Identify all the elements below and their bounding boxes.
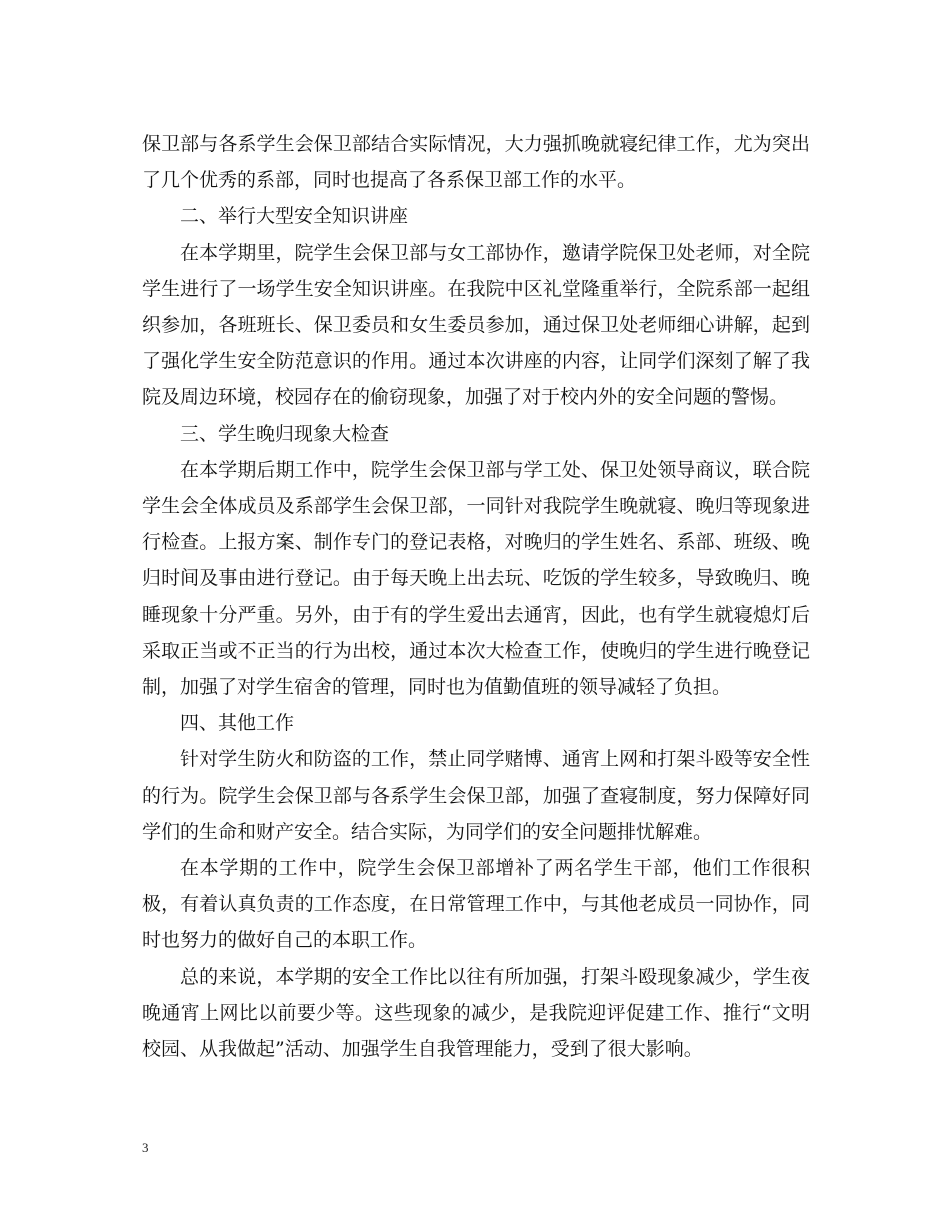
section-heading-lecture: 二、举行大型安全知识讲座 [180, 205, 409, 228]
section-heading-other-work: 四、其他工作 [180, 712, 295, 735]
page-number: 3 [142, 1140, 149, 1155]
paragraph-late-return: 在本学期后期工作中，院学生会保卫部与学工处、保卫处领导商议，联合院学生会全体成员及系部学生会保卫部，一同针对我院学生晚就寝、晚归等现象进行检查。上报方案、制作专门的登记表格，对晚归的学生姓名、系部、班级、晚归时间及事由进行登记。由于每天晚上出去玩、吃饭的学生较多，导致晚归、晚睡现象十分严重。另外，由于有的学生爱出去通宵，因此，也有学生就寝熄灯后采取正当或不正当的行为出校，通过本次大检查工作，使晚归的学生进行晚登记制，加强了对学生宿舍的管理，同时也为值勤值班的领导减轻了负担。 [142, 458, 810, 699]
paragraph-new-cadres: 在本学期的工作中，院学生会保卫部增补了两名学生干部，他们工作很积极，有着认真负责的工作态度，在日常管理工作中，与其他老成员一同协作，同时也努力的做好自己的本职工作。 [142, 857, 810, 952]
paragraph-lecture: 在本学期里，院学生会保卫部与女工部协作，邀请学院保卫处老师，对全院学生进行了一场学生安全知识讲座。在我院中区礼堂隆重举行，全院系部一起组织参加，各班班长、保卫委员和女生委员参加，通过保卫处老师细心讲解，起到了强化学生安全防范意识的作用。通过本次讲座的内容，让同学们深刻了解了我院及周边环境，校园存在的偷窃现象，加强了对于校内外的安全问题的警惕。 [142, 241, 810, 409]
section-heading-late-return: 三、学生晚归现象大检查 [180, 422, 390, 445]
paragraph-continuation: 保卫部与各系学生会保卫部结合实际情况，大力强抓晚就寝纪律工作，尤为突出了几个优秀的系部，同时也提高了各系保卫部工作的水平。 [142, 133, 810, 192]
document-body [142, 126, 810, 1067]
paragraph-summary: 总的来说，本学期的安全工作比以往有所加强，打架斗殴现象减少，学生夜晚通宵上网比以前要少等。这些现象的减少，是我院迎评促建工作、推行“文明校园、从我做起”活动、加强学生自我管理能力，受到了很大影响。 [142, 965, 810, 1061]
paragraph-fire-theft: 针对学生防火和防盗的工作，禁止同学赌博、通宵上网和打架斗殴等安全性的行为。院学生会保卫部与各系学生会保卫部，加强了查寝制度，努力保障好同学们的生命和财产安全。结合实际，为同学们的安全问题排忧解难。 [142, 748, 810, 843]
